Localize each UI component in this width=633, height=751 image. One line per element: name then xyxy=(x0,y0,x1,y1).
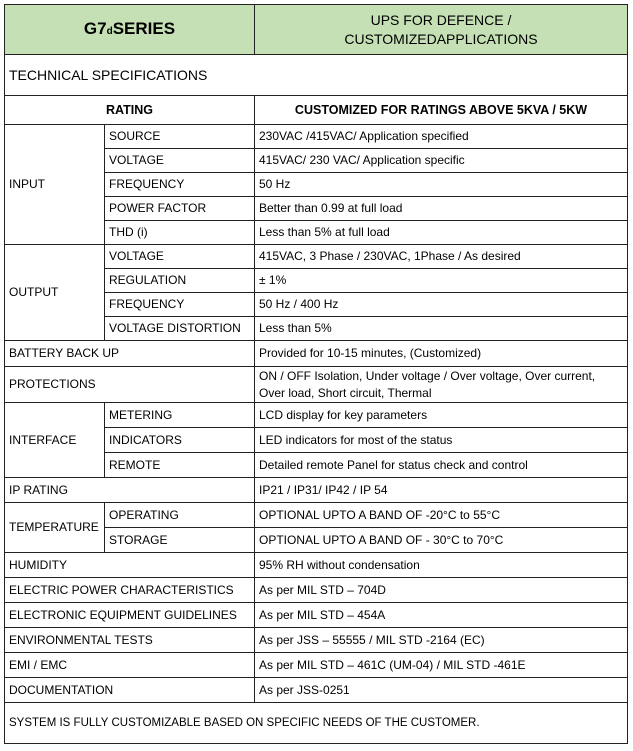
table-row xyxy=(5,125,628,149)
param-label: STORAGE xyxy=(105,528,255,553)
electronic-equipment-value: As per MIL STD – 454A xyxy=(255,603,628,628)
protections-value: ON / OFF Isolation, Under voltage / Over voltage, Over current, Over load, Short circuit, Thermal xyxy=(255,367,628,403)
documentation-value: As per JSS-0251 xyxy=(255,678,628,703)
table-row xyxy=(5,245,628,269)
param-label: THD (i) xyxy=(105,221,255,245)
param-label: METERING xyxy=(105,403,255,428)
table-row xyxy=(5,341,628,367)
param-label: OPERATING xyxy=(105,503,255,528)
param-value: ± 1% xyxy=(255,269,628,293)
param-label: SOURCE xyxy=(105,125,255,149)
battery-value: Provided for 10-15 minutes, (Customized) xyxy=(255,341,628,367)
rating-label: RATING xyxy=(5,96,255,125)
emi-label: EMI / EMC xyxy=(5,653,255,678)
header-row xyxy=(5,5,628,55)
documentation-label: DOCUMENTATION xyxy=(5,678,255,703)
ip-rating-value: IP21 / IP31/ IP42 / IP 54 xyxy=(255,478,628,503)
param-value: OPTIONAL UPTO A BAND OF -20°C to 55°C xyxy=(255,503,628,528)
param-value: 50 Hz / 400 Hz xyxy=(255,293,628,317)
param-label: VOLTAGE DISTORTION xyxy=(105,317,255,341)
table-row xyxy=(5,578,628,603)
param-value: Better than 0.99 at full load xyxy=(255,197,628,221)
product-title: UPS FOR DEFENCE / CUSTOMIZEDAPPLICATIONS xyxy=(255,5,628,55)
rating-header-row xyxy=(5,96,628,125)
param-value: LED indicators for most of the status xyxy=(255,428,628,453)
table-row xyxy=(5,628,628,653)
param-label: VOLTAGE xyxy=(105,149,255,173)
param-label: INDICATORS xyxy=(105,428,255,453)
humidity-value: 95% RH without condensation xyxy=(255,553,628,578)
table-row xyxy=(5,653,628,678)
param-value: Less than 5% at full load xyxy=(255,221,628,245)
battery-label: BATTERY BACK UP xyxy=(5,341,255,367)
table-row xyxy=(5,367,628,403)
param-value: 50 Hz xyxy=(255,173,628,197)
param-value: LCD display for key parameters xyxy=(255,403,628,428)
param-label: REGULATION xyxy=(105,269,255,293)
humidity-label: HUMIDITY xyxy=(5,553,255,578)
emi-value: As per MIL STD – 461C (UM-04) / MIL STD -461E xyxy=(255,653,628,678)
param-label: VOLTAGE xyxy=(105,245,255,269)
param-label: FREQUENCY xyxy=(105,293,255,317)
electric-power-value: As per MIL STD – 704D xyxy=(255,578,628,603)
footer-note: SYSTEM IS FULLY CUSTOMIZABLE BASED ON SPECIFIC NEEDS OF THE CUSTOMER. xyxy=(5,703,628,744)
electronic-equipment-label: ELECTRONIC EQUIPMENT GUIDELINES xyxy=(5,603,255,628)
table-row xyxy=(5,553,628,578)
group-label-output: OUTPUT xyxy=(5,245,105,341)
group-label-temperature: TEMPERATURE xyxy=(5,503,105,553)
series-name: G7dSERIES xyxy=(5,5,255,55)
param-label: FREQUENCY xyxy=(105,173,255,197)
environmental-label: ENVIRONMENTAL TESTS xyxy=(5,628,255,653)
group-label-interface: INTERFACE xyxy=(5,403,105,478)
param-value: 415VAC/ 230 VAC/ Application specific xyxy=(255,149,628,173)
table-row xyxy=(5,403,628,428)
table-row xyxy=(5,478,628,503)
table-row xyxy=(5,678,628,703)
electric-power-label: ELECTRIC POWER CHARACTERISTICS xyxy=(5,578,255,603)
spec-table xyxy=(4,4,628,744)
param-value: 415VAC, 3 Phase / 230VAC, 1Phase / As desired xyxy=(255,245,628,269)
environmental-value: As per JSS – 55555 / MIL STD -2164 (EC) xyxy=(255,628,628,653)
param-label: REMOTE xyxy=(105,453,255,478)
section-title-row xyxy=(5,55,628,96)
param-value: OPTIONAL UPTO A BAND OF - 30°C to 70°C xyxy=(255,528,628,553)
param-value: Less than 5% xyxy=(255,317,628,341)
table-row xyxy=(5,503,628,528)
section-title: TECHNICAL SPECIFICATIONS xyxy=(5,55,628,96)
rating-value: CUSTOMIZED FOR RATINGS ABOVE 5KVA / 5KW xyxy=(255,96,628,125)
param-value: Detailed remote Panel for status check and control xyxy=(255,453,628,478)
table-row xyxy=(5,603,628,628)
group-label-input: INPUT xyxy=(5,125,105,245)
param-label: POWER FACTOR xyxy=(105,197,255,221)
ip-rating-label: IP RATING xyxy=(5,478,255,503)
param-value: 230VAC /415VAC/ Application specified xyxy=(255,125,628,149)
protections-label: PROTECTIONS xyxy=(5,367,255,403)
footer-row xyxy=(5,703,628,744)
